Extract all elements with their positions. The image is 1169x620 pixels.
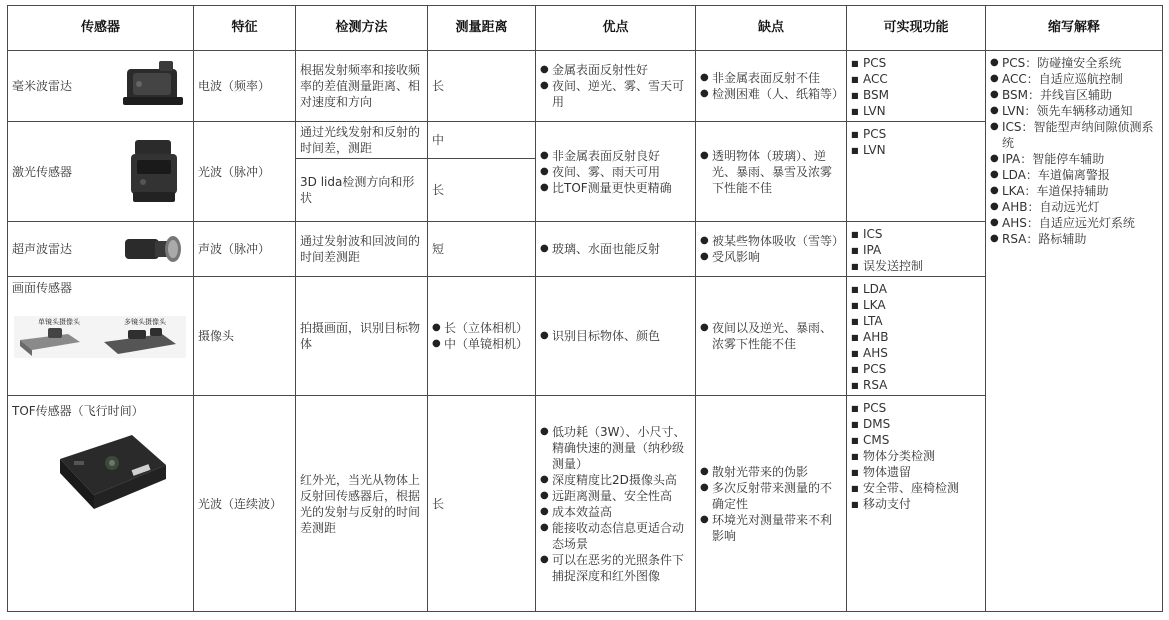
distance-cell: 中	[428, 122, 536, 159]
list-item: ● 检测困难（人、纸箱等）	[700, 86, 842, 102]
list-item: ■ PCS	[851, 400, 981, 416]
table-row-mmwave	[8, 51, 1163, 122]
sensor-cell	[8, 122, 194, 222]
abbreviation-item: ● IPA：智能停车辅助	[990, 151, 1158, 167]
cons-cell	[696, 222, 847, 277]
distance-cell: 长	[428, 159, 536, 222]
sensor-cell	[8, 222, 194, 277]
sensor-name: 画面传感器	[12, 281, 73, 295]
list-item: ● 被某些物体吸收（雪等）	[700, 233, 842, 249]
sensor-name: 超声波雷达	[12, 242, 73, 256]
feature-cell: 摄像头	[194, 277, 296, 396]
list-item: ■ LVN	[851, 142, 981, 158]
camera-sensor-image	[12, 310, 188, 360]
header-sensor: 传感器	[8, 6, 194, 51]
list-item: ■ LTA	[851, 313, 981, 329]
list-item: ● 比TOF测量更快更精确	[540, 180, 691, 196]
distance-cell: 长	[428, 396, 536, 612]
list-item: ■ ICS	[851, 226, 981, 242]
feature-cell: 光波（脉冲）	[194, 122, 296, 222]
list-item: ● 可以在恶劣的光照条件下捕捉深度和红外图像	[540, 552, 691, 584]
list-item: ■ PCS	[851, 55, 981, 71]
method-cell: 通过光线发射和反射的时间差，测距	[296, 122, 428, 159]
list-item: ● 深度精度比2D摄像头高	[540, 472, 691, 488]
list-item: ■ LKA	[851, 297, 981, 313]
abbreviation-item: ● BSM：并线盲区辅助	[990, 87, 1158, 103]
pros-cell	[536, 277, 696, 396]
ultrasonic-radar-image	[119, 229, 189, 269]
cons-cell	[696, 277, 847, 396]
list-item: ● 识别目标物体、颜色	[540, 328, 691, 344]
cons-cell	[696, 122, 847, 222]
list-item: ■ 安全带、座椅检测	[851, 480, 981, 496]
sensor-name: 激光传感器	[12, 164, 73, 179]
distance-cell: 短	[428, 222, 536, 277]
sensor-cell	[8, 51, 194, 122]
abbreviation-item: ● PCS：防碰撞安全系统	[990, 55, 1158, 71]
sensor-name: TOF传感器（飞行时间）	[12, 404, 144, 418]
camera-label-stereo: 多镜头摄像头	[124, 318, 166, 326]
list-item: ● 能接收动态信息更适合动态场景	[540, 520, 691, 552]
list-item: ■ RSA	[851, 377, 981, 393]
functions-cell	[847, 51, 986, 122]
cons-cell	[696, 51, 847, 122]
abbreviation-item: ● AHS：自适应远光灯系统	[990, 215, 1158, 231]
list-item: ■ 误发送控制	[851, 258, 981, 274]
feature-cell: 光波（连续波）	[194, 396, 296, 612]
list-item: ● 透明物体（玻璃）、逆光、暴雨、暴雪及浓雾下性能不佳	[700, 148, 842, 196]
mmwave-radar-image	[119, 57, 189, 115]
pros-cell	[536, 122, 696, 222]
list-item: ■ 物体分类检测	[851, 448, 981, 464]
functions-cell	[847, 222, 986, 277]
list-item: ● 玻璃、水面也能反射	[540, 241, 691, 257]
list-item: ■ PCS	[851, 361, 981, 377]
list-item: ● 非金属表面反射良好	[540, 148, 691, 164]
pros-cell	[536, 51, 696, 122]
tof-sensor-image	[54, 431, 170, 527]
feature-cell: 电波（频率）	[194, 51, 296, 122]
method-cell: 红外光，当光从物体上反射回传感器后，根据光的发射与反射的时间差测距	[296, 396, 428, 612]
list-item: ■ DMS	[851, 416, 981, 432]
pros-cell	[536, 222, 696, 277]
camera-label-mono: 单镜头摄像头	[38, 318, 80, 326]
list-item: ● 散射光带来的伪影	[700, 464, 842, 480]
header-method: 检测方法	[296, 6, 428, 51]
list-item: ■ CMS	[851, 432, 981, 448]
list-item: ● 多次反射带来测量的不确定性	[700, 480, 842, 512]
list-item: ■ 移动支付	[851, 496, 981, 512]
method-cell: 拍摄画面，识别目标物体	[296, 277, 428, 396]
header-distance: 测量距离	[428, 6, 536, 51]
header-functions: 可实现功能	[847, 6, 986, 51]
list-item: ● 成本效益高	[540, 504, 691, 520]
functions-cell	[847, 396, 986, 612]
functions-cell	[847, 122, 986, 222]
laser-sensor-image	[119, 136, 189, 208]
list-item: ● 夜间、逆光、雾、雪天可用	[540, 78, 691, 110]
list-item: ■ AHB	[851, 329, 981, 345]
distance-cell	[428, 277, 536, 396]
list-item: ■ LDA	[851, 281, 981, 297]
list-item: ■ PCS	[851, 126, 981, 142]
header-abbreviations: 缩写解释	[986, 6, 1163, 51]
sensor-name: 毫米波雷达	[12, 79, 73, 93]
sensor-comparison-table	[7, 5, 1163, 612]
list-item: ■ AHS	[851, 345, 981, 361]
abbreviation-item: ● LVN：领先车辆移动通知	[990, 103, 1158, 119]
list-item: ■ ACC	[851, 71, 981, 87]
header-cons: 缺点	[696, 6, 847, 51]
abbreviation-item: ● RSA：路标辅助	[990, 231, 1158, 247]
list-item: ● 中（单镜相机）	[432, 336, 531, 352]
abbreviation-item: ● LDA：车道偏离警报	[990, 167, 1158, 183]
list-item: ■ LVN	[851, 103, 981, 119]
list-item: ● 受风影响	[700, 249, 842, 265]
list-item: ■ 物体遗留	[851, 464, 981, 480]
feature-cell: 声波（脉冲）	[194, 222, 296, 277]
list-item: ● 长（立体相机）	[432, 320, 531, 336]
header-row	[8, 6, 1163, 51]
list-item: ● 环境光对测量带来不利影响	[700, 512, 842, 544]
sensor-cell	[8, 396, 194, 612]
abbreviation-item: ● ICS：智能型声纳间隙侦测系统	[990, 119, 1158, 151]
pros-cell	[536, 396, 696, 612]
method-cell: 3D lida检测方向和形状	[296, 159, 428, 222]
method-cell: 通过发射波和回波间的时间差测距	[296, 222, 428, 277]
list-item: ● 金属表面反射性好	[540, 62, 691, 78]
list-item: ● 非金属表面反射不佳	[700, 70, 842, 86]
method-cell: 根据发射频率和接收频率的差值测量距离、相对速度和方向	[296, 51, 428, 122]
list-item: ■ BSM	[851, 87, 981, 103]
functions-cell	[847, 277, 986, 396]
abbreviation-item: ● LKA：车道保持辅助	[990, 183, 1158, 199]
distance-cell: 长	[428, 51, 536, 122]
sensor-cell	[8, 277, 194, 396]
abbreviation-item: ● ACC：自适应巡航控制	[990, 71, 1158, 87]
header-pros: 优点	[536, 6, 696, 51]
abbreviation-item: ● AHB：自动远光灯	[990, 199, 1158, 215]
list-item: ● 夜间以及逆光、暴雨、浓雾下性能不佳	[700, 320, 842, 352]
header-feature: 特征	[194, 6, 296, 51]
list-item: ● 夜间、雾、雨天可用	[540, 164, 691, 180]
list-item: ● 远距离测量、安全性高	[540, 488, 691, 504]
abbreviations-cell	[986, 51, 1163, 612]
list-item: ■ IPA	[851, 242, 981, 258]
list-item: ● 低功耗（3W）、小尺寸、精确快速的测量（纳秒级测量）	[540, 424, 691, 472]
cons-cell	[696, 396, 847, 612]
